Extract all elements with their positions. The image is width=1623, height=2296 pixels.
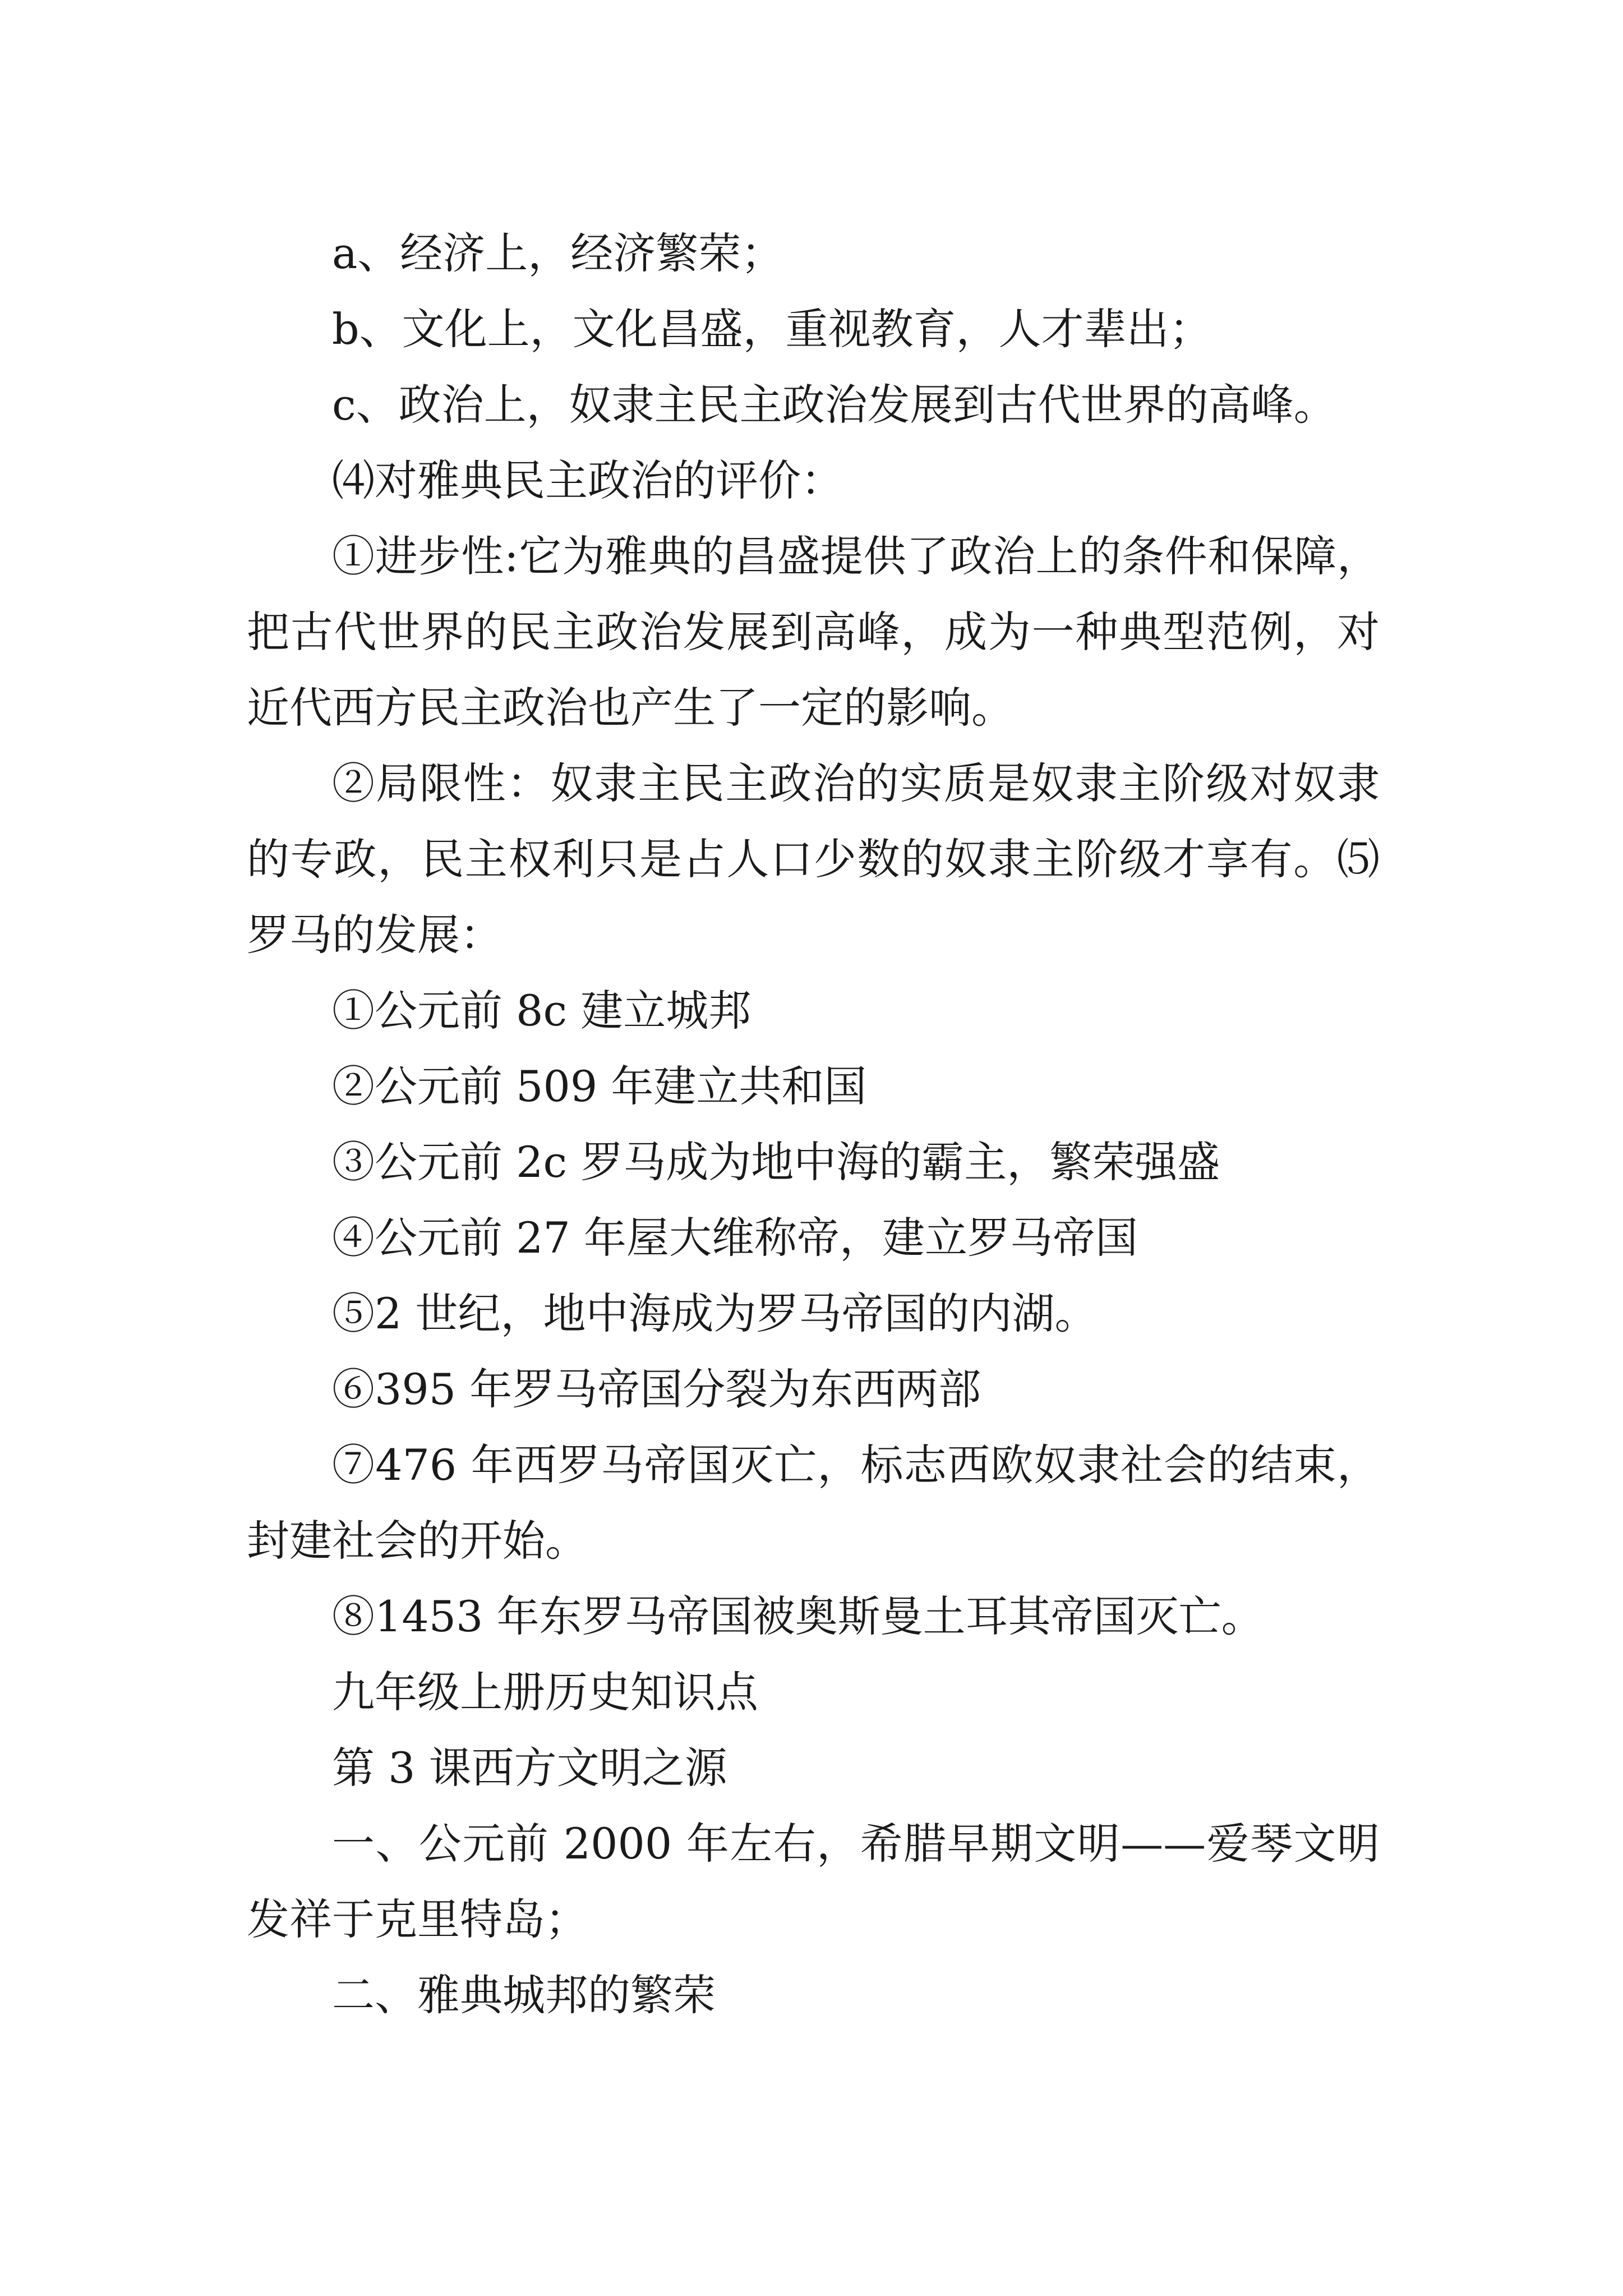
paragraph-rome-7: ⑦476 年西罗马帝国灭亡，标志西欧奴隶社会的结束，封建社会的开始。 — [247, 1440, 1380, 1566]
paragraph-limitations: ②局限性：奴隶主民主政治的实质是奴隶主阶级对奴隶的专政，民主权利只是占人口少数的奴隶主阶级才享有。⑸罗马的发展： — [247, 758, 1380, 960]
paragraph-progressiveness: ①进步性:它为雅典的昌盛提供了政治上的条件和保障，把古代世界的民主政治发展到高峰，成为一种典型范例，对近代西方民主政治也产生了一定的影响。 — [247, 531, 1380, 733]
paragraph-rome-5: ⑤2 世纪，地中海成为罗马帝国的内湖。 — [332, 1289, 1098, 1338]
paragraph-politics: c、政治上，奴隶主民主政治发展到古代世界的高峰。 — [332, 380, 1336, 430]
paragraph-rome-2: ②公元前 509 年建立共和国 — [332, 1061, 867, 1111]
paragraph-rome-3: ③公元前 2c 罗马成为地中海的霸主，繁荣强盛 — [332, 1137, 1220, 1187]
paragraph-rome-8: ⑧1453 年东罗马帝国被奥斯曼土耳其帝国灭亡。 — [332, 1591, 1264, 1641]
paragraph-aegean: 一、公元前 2000 年左右，希腊早期文明——爱琴文明发祥于克里特岛； — [247, 1819, 1380, 1944]
paragraph-rome-1: ①公元前 8c 建立城邦 — [332, 986, 751, 1036]
paragraph-rome-6: ⑥395 年罗马帝国分裂为东西两部 — [332, 1364, 981, 1414]
document-page — [247, 215, 1380, 2033]
paragraph-rome-4: ④公元前 27 年屋大维称帝，建立罗马帝国 — [332, 1213, 1138, 1263]
paragraph-economy: a、经济上，经济繁荣； — [332, 228, 784, 278]
paragraph-athens: 二、雅典城邦的繁荣 — [332, 1970, 716, 2020]
lesson-title: 第 3 课西方文明之源 — [332, 1743, 727, 1793]
paragraph-evaluation-heading: ⑷对雅典民主政治的评价： — [332, 455, 843, 505]
paragraph-culture: b、文化上，文化昌盛，重视教育，人才辈出； — [332, 304, 1212, 354]
section-title: 九年级上册历史知识点 — [332, 1667, 758, 1717]
